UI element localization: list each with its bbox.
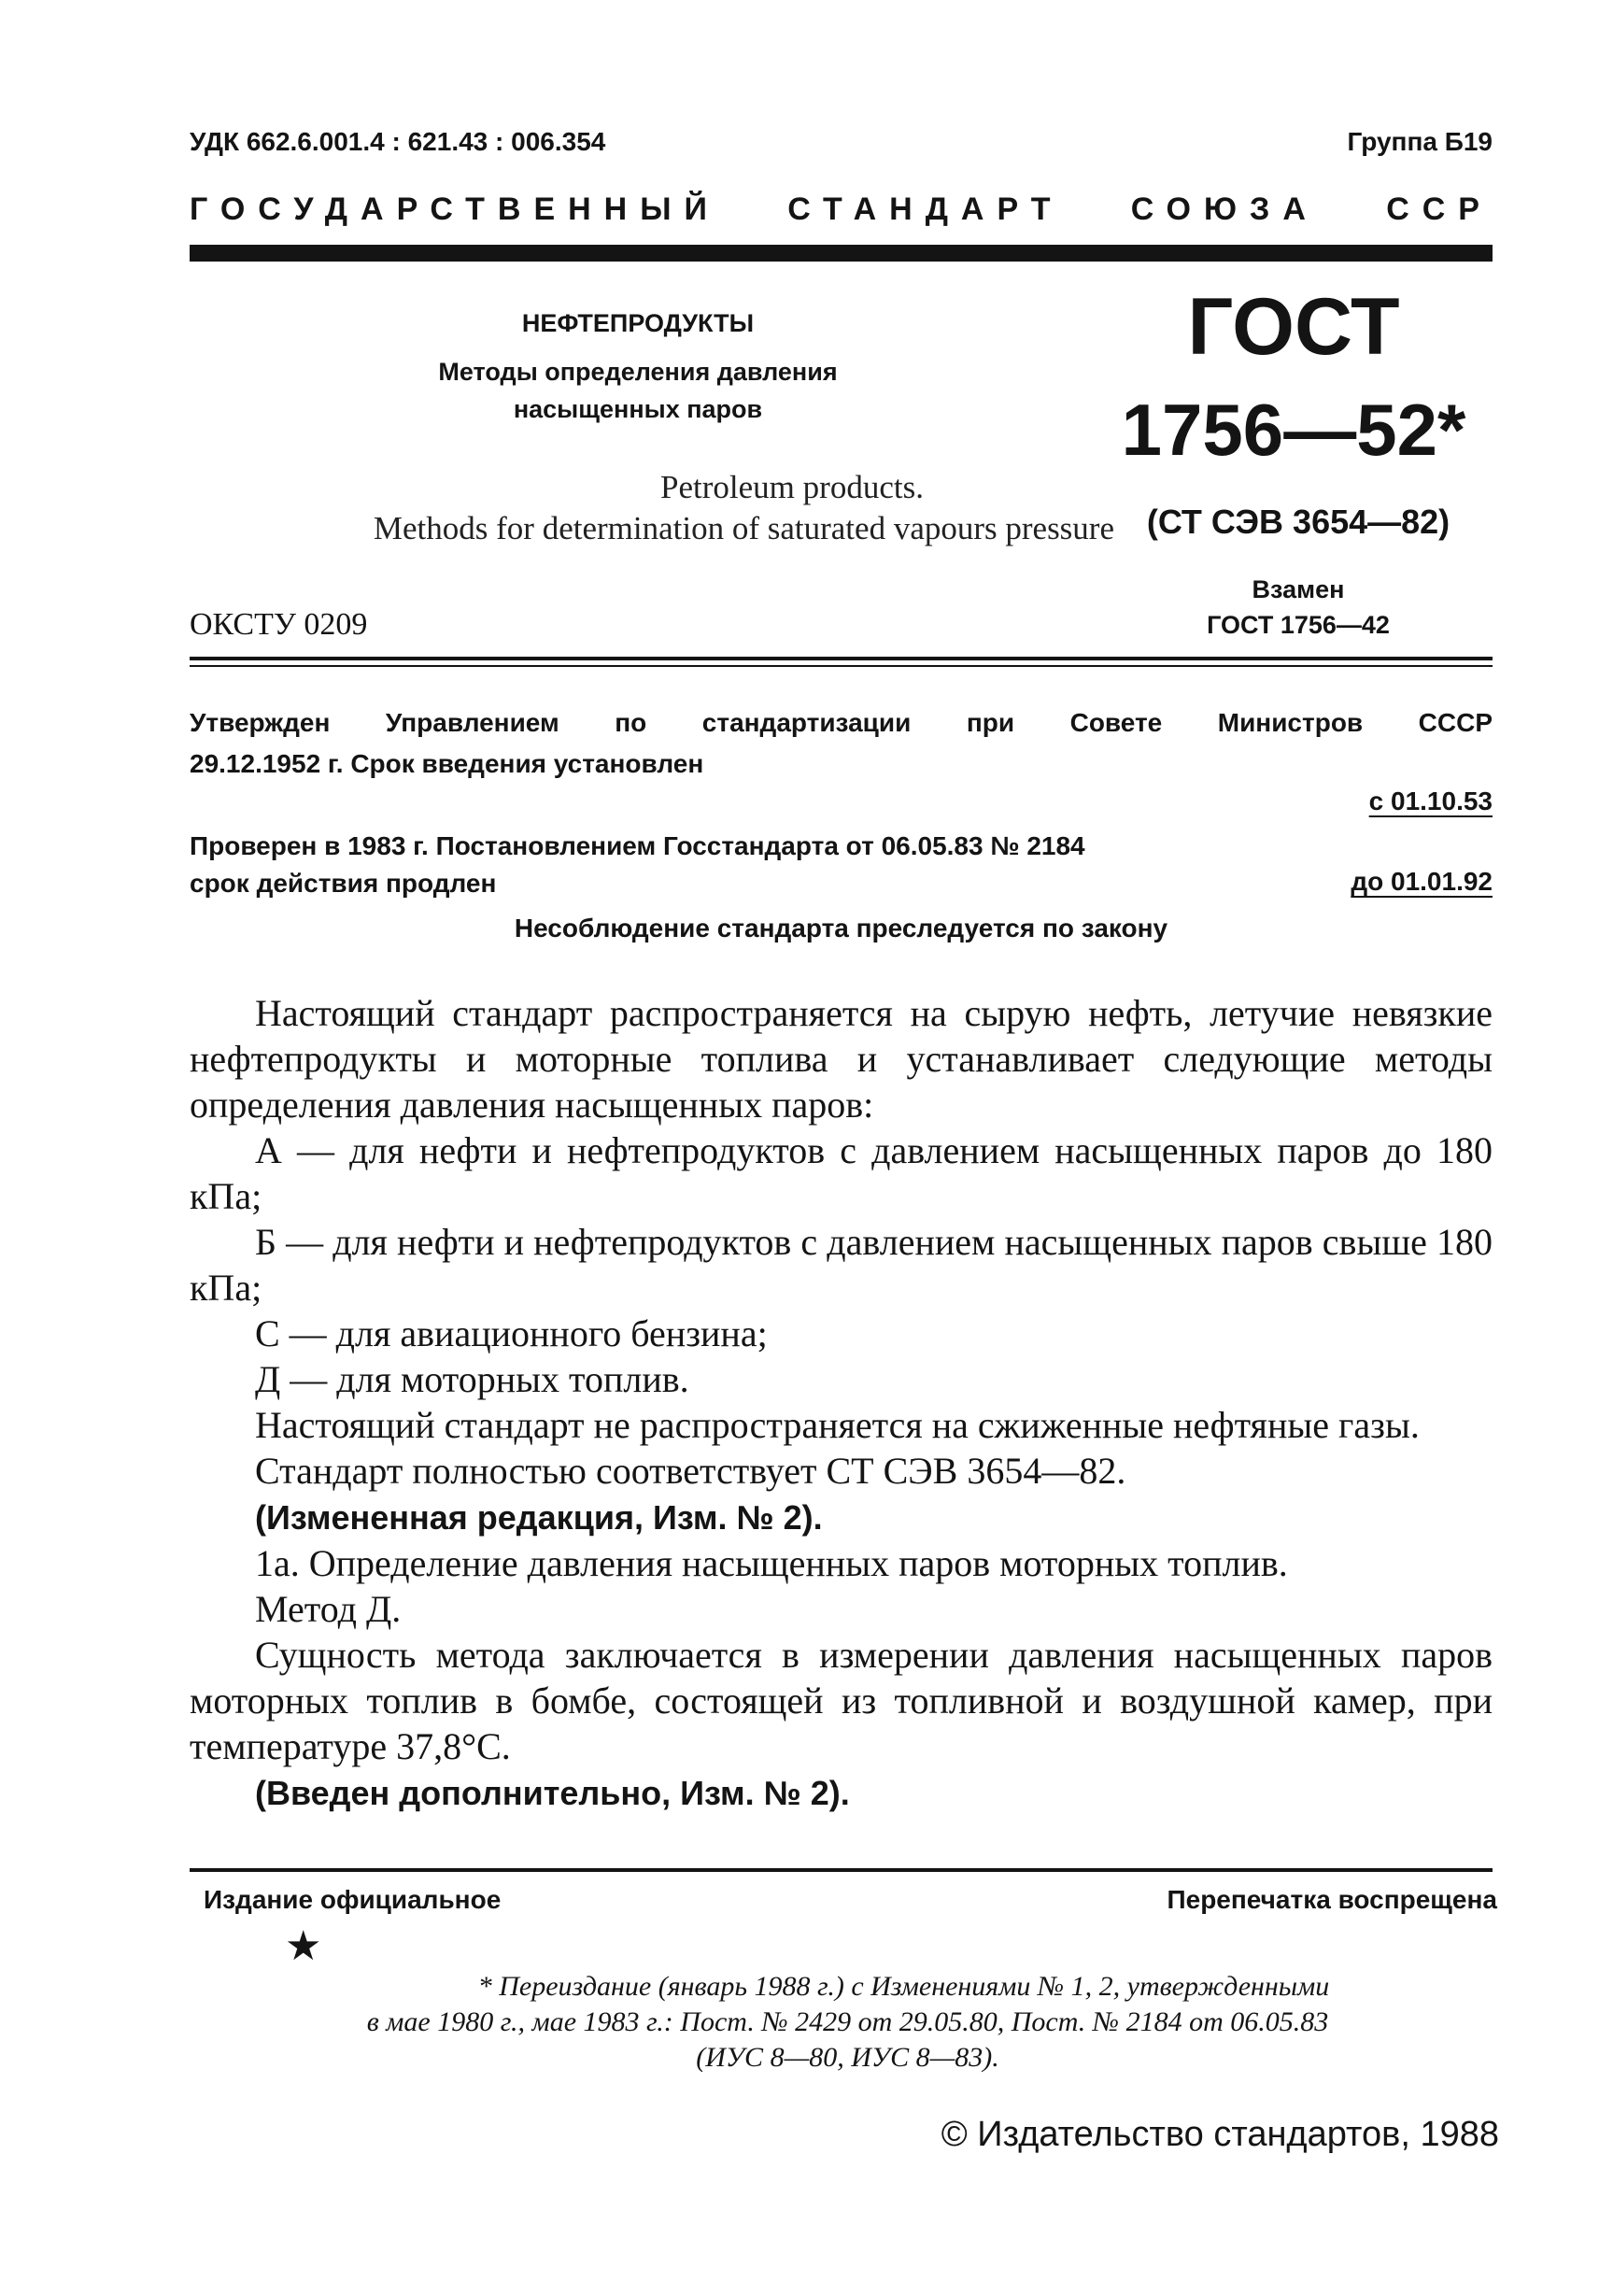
star-icon: ★: [285, 1923, 322, 1969]
udk-code: УДК 662.6.001.4 : 621.43 : 006.354: [190, 127, 606, 156]
replaces-label: Взамен: [1252, 575, 1345, 603]
no-reprint: Перепечатка воспрещена: [1167, 1885, 1497, 1914]
english-title-line2: Methods for determination of saturated vapours pressure: [373, 510, 1114, 546]
date-to: до 01.01.92: [1351, 867, 1493, 896]
replaces-block: [1102, 572, 1494, 643]
amendment-note: (Введен дополнительно, Изм. № 2).: [255, 1774, 850, 1812]
replaces-value: ГОСТ 1756—42: [1207, 611, 1390, 639]
list-item: Д — для моторных топлив.: [255, 1358, 689, 1400]
footer-rule: [190, 1868, 1493, 1872]
okstu-code: ОКСТУ 0209: [190, 607, 368, 642]
list-item: А — для нефти и нефтепродуктов с давлением насыщенных паров до 180 кПа;: [190, 1129, 1493, 1217]
state-word: ССР: [1386, 191, 1493, 227]
approval-word: по: [615, 708, 647, 737]
sev-designation: (СТ СЭВ 3654—82): [1146, 503, 1450, 541]
footnote-line2: в мае 1980 г., мае 1983 г.: Пост. № 2429 от 29.05.80, Пост. № 2184 от 06.05.83: [366, 2006, 1329, 2037]
checked-line1: Проверен в 1983 г. Постановлением Госстандарта от 06.05.83 № 2184: [190, 831, 1085, 860]
paragraph: Стандарт полностью соответствует СТ СЭВ 3654—82.: [255, 1450, 1126, 1492]
gost-number: 1756—52*: [1121, 389, 1466, 471]
state-word: СОЮЗА: [1130, 191, 1319, 227]
state-word: ГОСУДАРСТВЕННЫЙ: [190, 191, 720, 227]
approval-word: СССР: [1418, 708, 1493, 737]
english-title: [190, 467, 1114, 549]
approval-line2: 29.12.1952 г. Срок введения установлен: [190, 749, 704, 778]
official-row: [204, 1885, 1497, 1915]
date-from: с 01.10.53: [1368, 787, 1493, 815]
english-title-line1: Petroleum products.: [660, 469, 924, 505]
paragraph: Сущность метода заключается в измерении давления насыщенных паров моторных топлив в бомбе, состоящей из топливной и воздушной камер, при температуре 37,8°С.: [190, 1634, 1493, 1767]
approval-word: стандартизации: [701, 708, 912, 737]
approval-word: при: [966, 708, 1015, 737]
copyright: © Издательство стандартов, 1988: [941, 2115, 1499, 2154]
approval-line1: [190, 702, 1493, 744]
official-edition: Издание официальное: [204, 1885, 502, 1914]
title-sub-line2: насыщенных паров: [513, 395, 763, 423]
title-main: НЕФТЕПРОДУКТЫ: [521, 309, 755, 337]
state-word: СТАНДАРТ: [787, 191, 1064, 227]
body-text: [190, 990, 1493, 1816]
footnote: [196, 1969, 1499, 2076]
list-item: Б — для нефти и нефтепродуктов с давлением насыщенных паров свыше 180 кПа;: [190, 1221, 1493, 1309]
divider-rule-thin: [190, 665, 1493, 667]
footnote-line1: * Переиздание (январь 1988 г.) с Изменениями № 1, 2, утвержденными: [477, 1971, 1330, 2002]
approval-word: Управлением: [385, 708, 559, 737]
warning-text: Несоблюдение стандарта преследуется по закону: [514, 914, 1168, 942]
gost-label: ГОСТ: [1187, 282, 1400, 372]
header-rule: [190, 245, 1493, 262]
approval-word: Совете: [1069, 708, 1163, 737]
state-standard-heading: [190, 191, 1493, 228]
group-label: Группа Б19: [1347, 127, 1493, 156]
title-sub-line1: Методы определения давления: [438, 358, 838, 386]
paragraph: Метод Д.: [255, 1588, 402, 1630]
approval-word: Министров: [1217, 708, 1364, 737]
title-block: [376, 305, 899, 428]
amendment-note: (Измененная редакция, Изм. № 2).: [255, 1498, 823, 1537]
paragraph: 1а. Определение давления насыщенных паров моторных топлив.: [255, 1542, 1288, 1584]
checked-line2: срок действия продлен: [190, 869, 497, 898]
list-item: С — для авиационного бензина;: [255, 1312, 768, 1354]
approval-word: Утвержден: [190, 708, 331, 737]
divider-rule: [190, 657, 1493, 660]
paragraph: Настоящий стандарт распространяется на сырую нефть, летучие невязкие нефтепродукты и моторные топлива и устанавливает следующие методы определения давления насыщенных паров:: [190, 992, 1493, 1126]
approval-block: [190, 702, 1493, 902]
footnote-line3: (ИУС 8—80, ИУС 8—83).: [696, 2042, 999, 2073]
paragraph: Настоящий стандарт не распространяется на сжиженные нефтяные газы.: [255, 1404, 1420, 1446]
